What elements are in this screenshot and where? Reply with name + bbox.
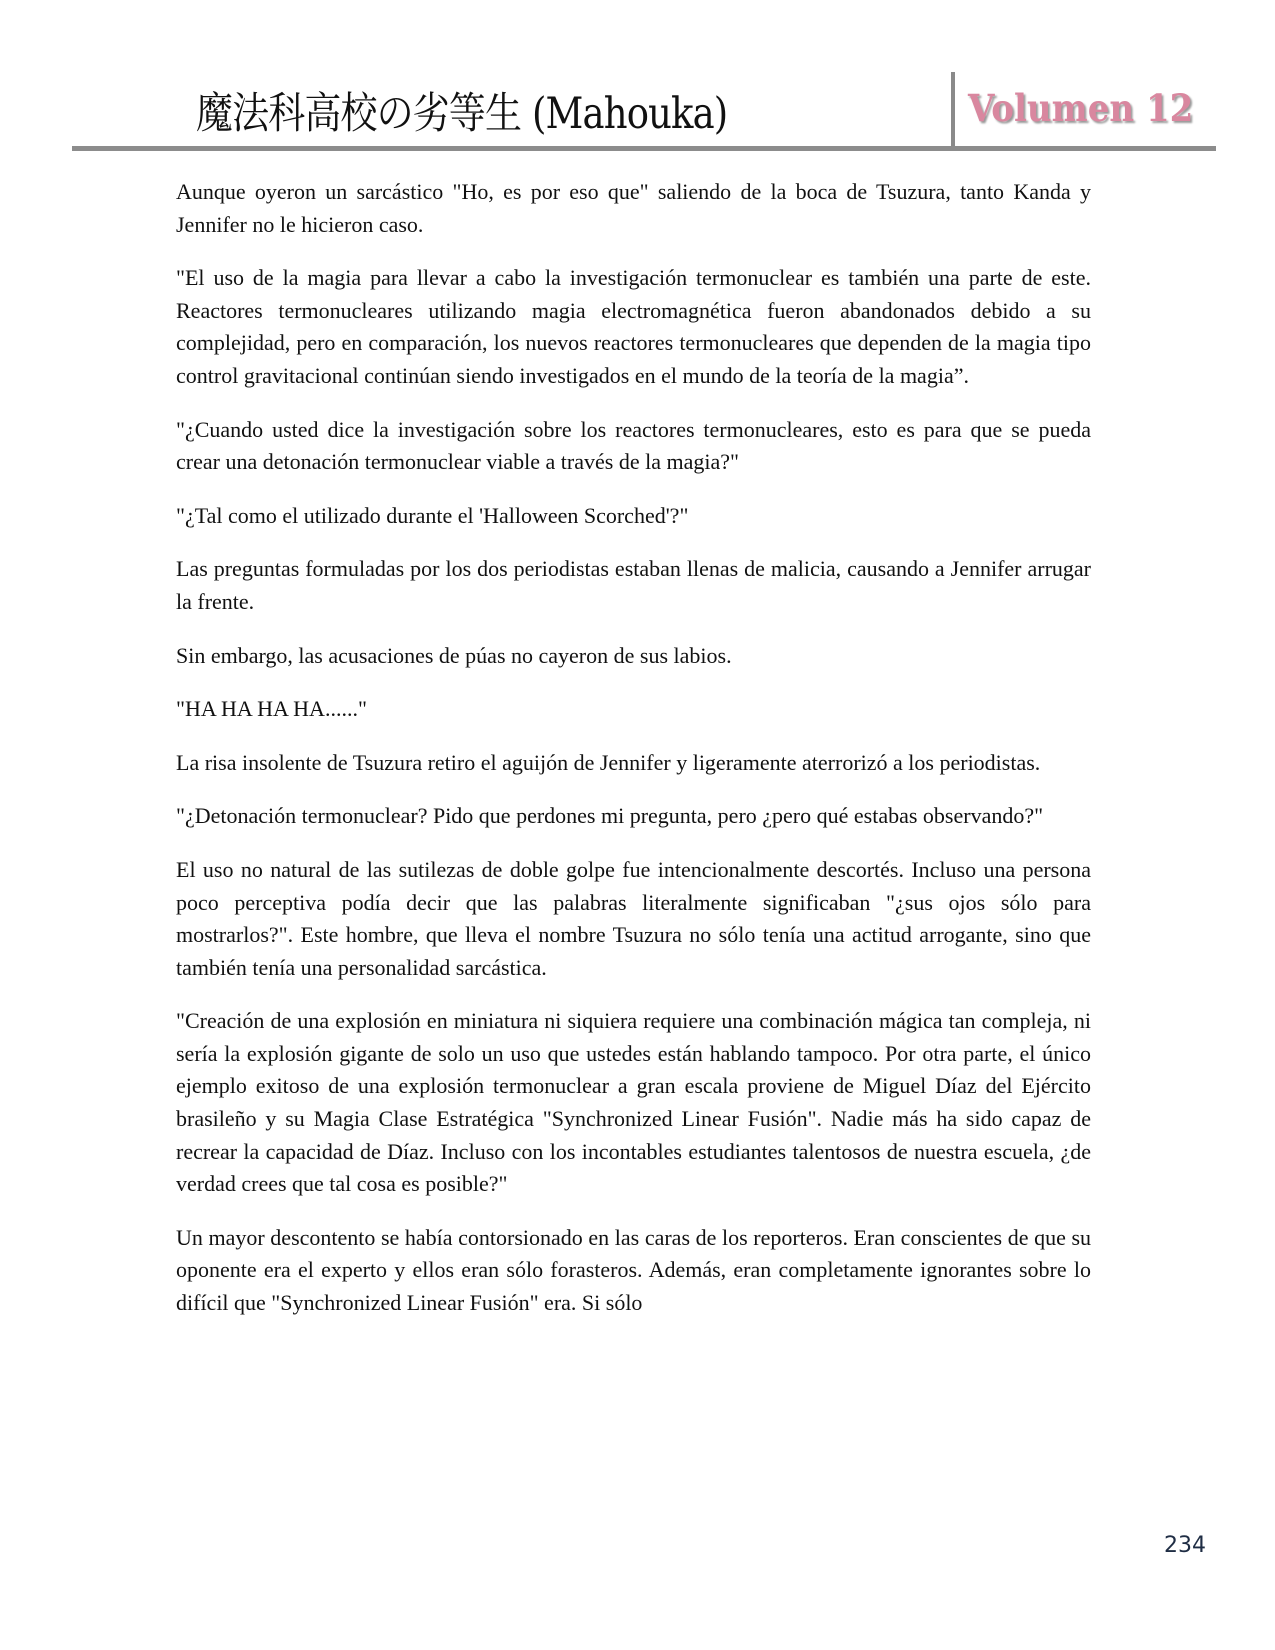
paragraph: "¿Detonación termonuclear? Pido que perdones mi pregunta, pero ¿pero qué estabas observando?"	[176, 803, 1044, 829]
header-divider	[951, 72, 955, 150]
header-rule	[72, 146, 1216, 151]
paragraph: "HA HA HA HA......"	[176, 696, 367, 722]
book-title: 魔法科高校の劣等生 (Mahouka)	[196, 89, 728, 139]
paragraph: El uso no natural de las sutilezas de doble golpe fue intencionalmente descortés. Incluso una persona poco perceptiva podía decir que las palabras literalmente significaban "¿sus ojos sólo para mostrarlos?". Este hombre, que lleva el nombre Tsuzura no sólo tenía una actitud arrogante, sino que también tenía una personalidad sarcástica.	[176, 856, 1091, 980]
paragraph: Un mayor descontento se había contorsionado en las caras de los reporteros. Eran conscientes de que su oponente era el experto y ellos eran sólo forasteros. Además, eran completamente ignorantes sobre lo difícil que "Synchronized Linear Fusión" era. Si sólo	[176, 1224, 1091, 1316]
body-text	[176, 176, 1091, 1341]
paragraph: La risa insolente de Tsuzura retiro el aguijón de Jennifer y ligeramente aterrorizó a los periodistas.	[176, 749, 1041, 775]
page-number: 234	[1164, 1533, 1206, 1558]
paragraph: "¿Tal como el utilizado durante el 'Halloween Scorched'?"	[176, 502, 689, 528]
paragraph: Las preguntas formuladas por los dos periodistas estaban llenas de malicia, causando a Jennifer arrugar la frente.	[176, 556, 1091, 614]
volume-label: Volumen 12	[968, 86, 1194, 130]
paragraph: "¿Cuando usted dice la investigación sobre los reactores termonucleares, esto es para que se pueda crear una detonación termonuclear viable a través de la magia?"	[176, 416, 1091, 475]
paragraph: Sin embargo, las acusaciones de púas no cayeron de sus labios.	[176, 642, 732, 668]
paragraph: "Creación de una explosión en miniatura ni siquiera requiere una combinación mágica tan compleja, ni sería la explosión gigante de solo un uso que ustedes están hablando tampoco. Por otra parte, el único ejemplo exitoso de una explosión termonuclear a gran escala proviene de Miguel Díaz del Ejército brasileño y su Magia Clase Estratégica "Synchronized Linear Fusión". Nadie más ha sido capaz de recrear la capacidad de Díaz. Incluso con los incontables estudiantes talentosos de nuestra escuela, ¿de verdad crees que tal cosa es posible?"	[176, 1008, 1091, 1197]
paragraph: Aunque oyeron un sarcástico "Ho, es por eso que" saliendo de la boca de Tsuzura, tanto Kanda y Jennifer no le hicieron caso.	[176, 179, 1091, 237]
paragraph: "El uso de la magia para llevar a cabo la investigación termonuclear es también una parte de este. Reactores termonucleares utilizando magia electromagnética fueron abandonados debido a su complejidad, pero en comparación, los nuevos reactores termonucleares que dependen de la magia tipo control gravitacional continúan siendo investigados en el mundo de la teoría de la magia”.	[176, 265, 1091, 388]
